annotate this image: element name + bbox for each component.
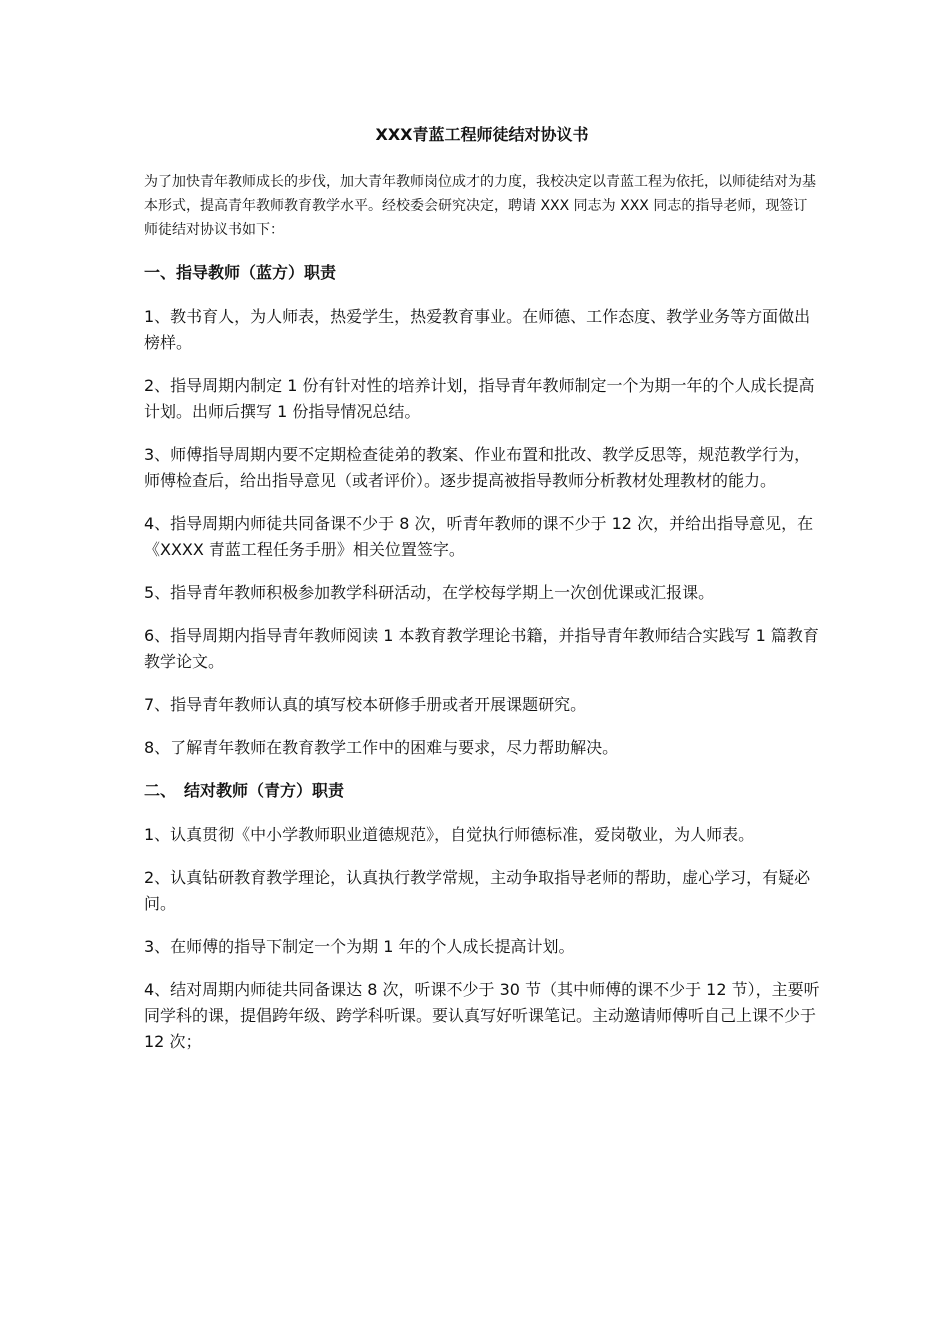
mentor-duty-item: 6、指导周期内指导青年教师阅读 1 本教育教学理论书籍，并指导青年教师结合实践写 1 篇教育教学论文。	[144, 626, 819, 671]
mentee-duty-item: 3、在师傅的指导下制定一个为期 1 年的个人成长提高计划。	[144, 937, 575, 956]
mentor-duty-item: 8、了解青年教师在教育教学工作中的困难与要求，尽力帮助解决。	[144, 738, 619, 757]
section-heading-mentor-duties: 一、指导教师（蓝方）职责	[144, 263, 337, 282]
document-body	[144, 122, 820, 1072]
section-heading-mentee-duties: 二、 结对教师（青方）职责	[144, 781, 345, 800]
mentor-duty-item: 7、指导青年教师认真的填写校本研修手册或者开展课题研究。	[144, 695, 587, 714]
mentor-duty-item: 4、指导周期内师徒共同备课不少于 8 次，听青年教师的课不少于 12 次，并给出指导意见，在《XXXX 青蓝工程任务手册》相关位置签字。	[144, 514, 814, 559]
mentor-duty-item: 5、指导青年教师积极参加教学科研活动，在学校每学期上一次创优课或汇报课。	[144, 583, 715, 602]
mentor-duty-item: 1、教书育人，为人师表，热爱学生，热爱教育事业。在师德、工作态度、教学业务等方面做出榜样。	[144, 307, 811, 352]
intro-paragraph: 为了加快青年教师成长的步伐，加大青年教师岗位成才的力度，我校决定以青蓝工程为依托，以师徒结对为基本形式，提高青年教师教育教学水平。经校委会研究决定，聘请 XXX 同志为 XXX 同志的指导老师，现签订师徒结对协议书如下：	[144, 174, 816, 238]
mentor-duty-item: 3、师傅指导周期内要不定期检查徒弟的教案、作业布置和批改、教学反思等，规范教学行为，师傅检查后，给出指导意见（或者评价）。逐步提高被指导教师分析教材处理教材的能力。	[144, 445, 811, 490]
mentee-duty-item: 1、认真贯彻《中小学教师职业道德规范》，自觉执行师德标准，爱岗敬业，为人师表。	[144, 825, 755, 844]
mentor-duty-item: 2、指导周期内制定 1 份有针对性的培养计划，指导青年教师制定一个为期一年的个人成长提高计划。出师后撰写 1 份指导情况总结。	[144, 376, 815, 421]
document-title: XXX青蓝工程师徒结对协议书	[375, 125, 589, 144]
mentee-duty-item: 2、认真钻研教育教学理论，认真执行教学常规，主动争取指导老师的帮助，虚心学习，有疑必问。	[144, 868, 811, 913]
mentee-duty-item: 4、结对周期内师徒共同备课达 8 次，听课不少于 30 节（其中师傅的课不少于 12 节），主要听同学科的课，提倡跨年级、跨学科听课。要认真写好听课笔记。主动邀请师傅听自己上课不少于 12 次；	[144, 980, 820, 1051]
